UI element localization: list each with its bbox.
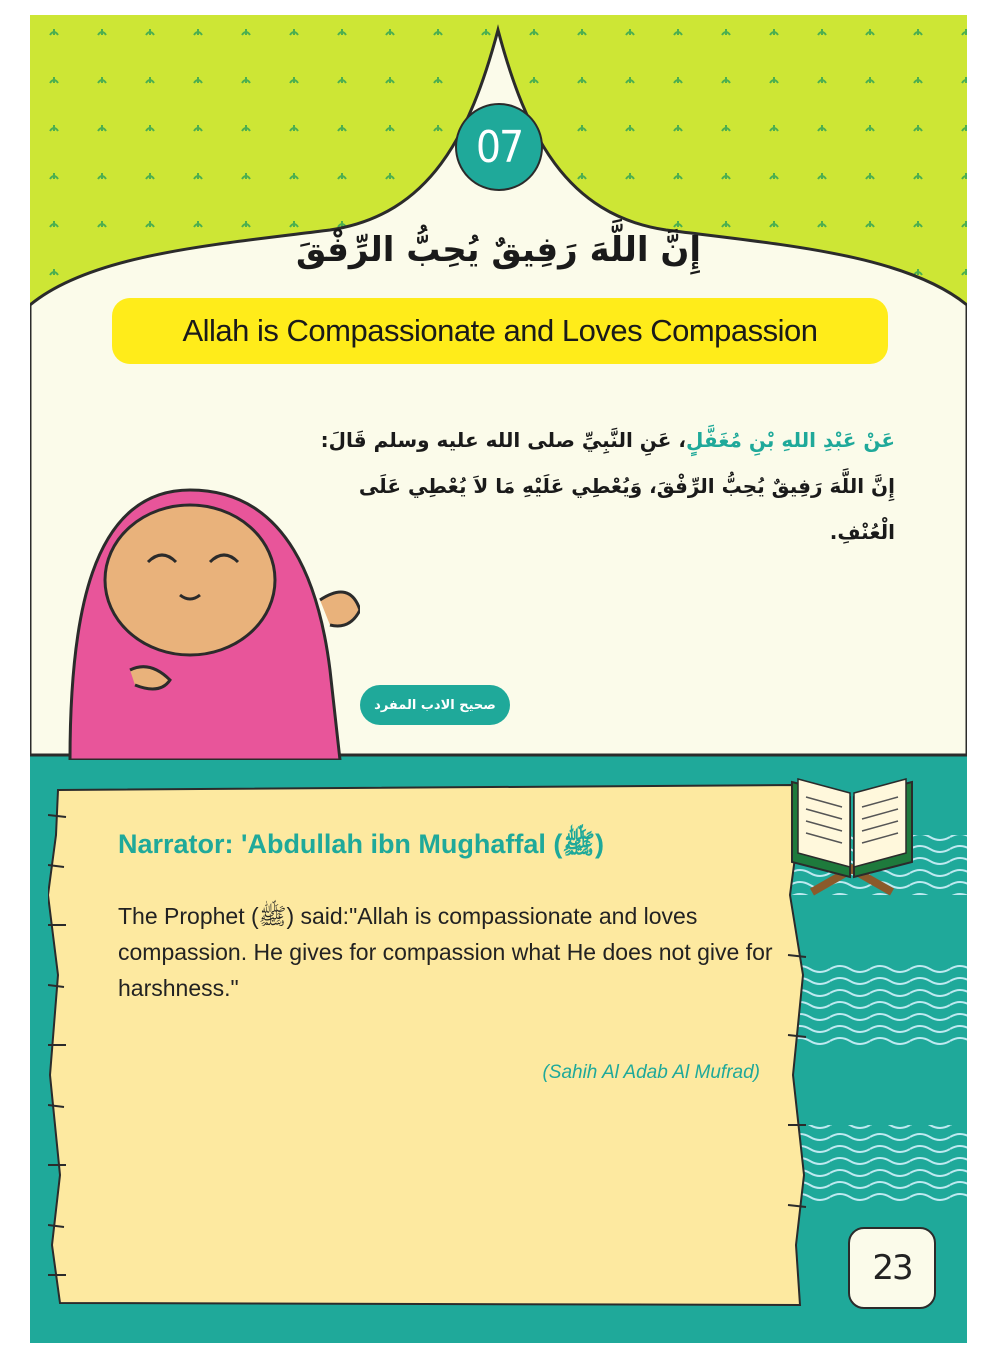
book-page bbox=[30, 15, 967, 1343]
quran-book-icon bbox=[782, 757, 922, 897]
hadith-arabic-line1-rest: ، عَنِ النَّبِيِّ صلى الله عليه وسلم قَالَ: bbox=[320, 428, 687, 452]
english-title: Allah is Compassionate and Loves Compassion bbox=[112, 298, 888, 364]
hadith-arabic-line2: إِنَّ اللَّهَ رَفِيقٌ يُحِبُّ الرِّفْقَ، وَيُعْطِي عَلَيْهِ مَا لاَ يُعْطِي عَلَى الْعُنْفِ. bbox=[358, 474, 895, 544]
page-number: 23 bbox=[848, 1227, 936, 1309]
hadith-arabic-narrator: عَنْ عَبْدِ اللهِ بْنِ مُغَفَّلٍ bbox=[686, 428, 895, 452]
chapter-number-badge: 07 bbox=[455, 103, 543, 191]
hadith-arabic bbox=[295, 417, 895, 555]
hadith-english: The Prophet (ﷺ) said:"Allah is compassionate and loves compassion. He gives for compassion what He does not give for harshness." bbox=[118, 903, 773, 1001]
narrator-heading: Narrator: 'Abdullah ibn Mughaffal (ﷺ) bbox=[118, 829, 605, 859]
hadith-reference: (Sahih Al Adab Al Mufrad) bbox=[542, 1062, 760, 1083]
hadith-arabic-line1 bbox=[295, 417, 895, 463]
source-badge: صحيح الادب المفرد bbox=[360, 685, 510, 725]
arabic-title: إِنَّ اللَّهَ رَفِيقٌ يُحِبُّ الرِّفْقَ bbox=[295, 230, 702, 270]
